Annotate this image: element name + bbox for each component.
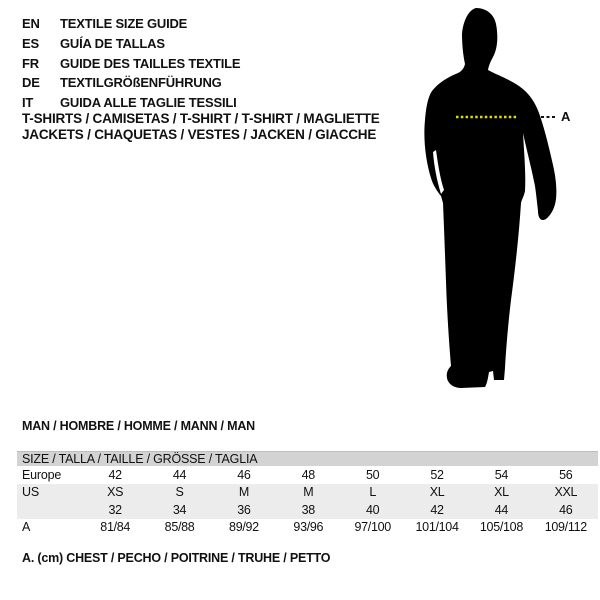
category-lines [22,111,380,143]
row-label: A [22,520,31,535]
table-cell: 44 [494,502,509,517]
table-cell: 48 [301,467,315,482]
table-cell: 40 [366,502,380,517]
table-cell: 54 [494,467,509,482]
table-cell: S [175,485,184,500]
language-label: TEXTILGRÖßENFÜHRUNG [60,75,222,91]
table-cell: 97/100 [354,520,391,535]
table-cell: XXL [554,485,578,500]
table-cell: L [369,485,377,500]
table-cell: XS [107,485,124,500]
language-code: ES [22,36,39,52]
table-cell: 42 [108,467,122,482]
language-row-es [22,34,240,54]
language-row-en [22,14,240,34]
table-cell: 44 [172,467,187,482]
table-cell: 38 [301,502,315,517]
language-code: EN [22,16,40,32]
table-cell: 81/84 [100,520,131,535]
size-table-header: SIZE / TALLA / TAILLE / GRÖSSE / TAGLIA [17,451,598,466]
measurement-footnote: A. (cm) CHEST / PECHO / POITRINE / TRUHE / PETTO [22,551,331,565]
language-list [22,14,240,112]
table-cell: 85/88 [164,520,195,535]
category-line-jackets: JACKETS / CHAQUETAS / VESTES / JACKEN / GIACCHE [22,127,377,142]
table-cell: 89/92 [229,520,259,535]
table-cell: 34 [172,502,187,517]
table-cell: 50 [366,467,380,482]
language-code: DE [22,75,40,91]
table-cell: 109/112 [544,520,587,535]
table-cell: 46 [237,467,251,482]
language-label: GUIDA ALLE TAGLIE TESSILI [60,95,237,111]
table-cell: 56 [559,467,573,482]
table-cell: M [238,485,249,500]
table-cell: 105/108 [479,520,523,535]
row-label: Europe [22,467,62,482]
table-cell: M [303,485,314,500]
man-figure [400,0,600,400]
table-row-europe [17,466,598,484]
table-cell: 42 [430,502,444,517]
row-label: US [22,485,39,500]
category-line-tshirts: T-SHIRTS / CAMISETAS / T-SHIRT / T-SHIRT / MAGLIETTE [22,111,380,126]
language-label: GUIDE DES TAILLES TEXTILE [60,55,241,71]
man-caption: MAN / HOMBRE / HOMME / MANN / MAN [22,419,255,433]
table-cell: 101/104 [415,520,459,535]
table-cell: 52 [430,467,444,482]
language-row-de [22,73,240,93]
man-silhouette [400,0,600,400]
table-row-chest-a [17,519,598,537]
language-code: FR [22,55,39,71]
language-row-fr [22,53,240,73]
table-cell: XL [429,485,445,500]
size-table [17,451,598,536]
man-silhouette-body [424,8,556,388]
language-row-it [22,93,240,113]
table-cell: 46 [559,502,573,517]
table-row-us [17,484,598,502]
table-cell: 36 [237,502,251,517]
language-code: IT [22,95,34,111]
table-cell: XL [494,485,509,500]
table-row-us-numeric [17,501,598,519]
measurement-label-a: A [561,109,571,124]
table-cell: 32 [108,502,122,517]
language-label: TEXTILE SIZE GUIDE [60,16,188,32]
language-label: GUÍA DE TALLAS [60,36,165,52]
table-cell: 93/96 [293,520,324,535]
